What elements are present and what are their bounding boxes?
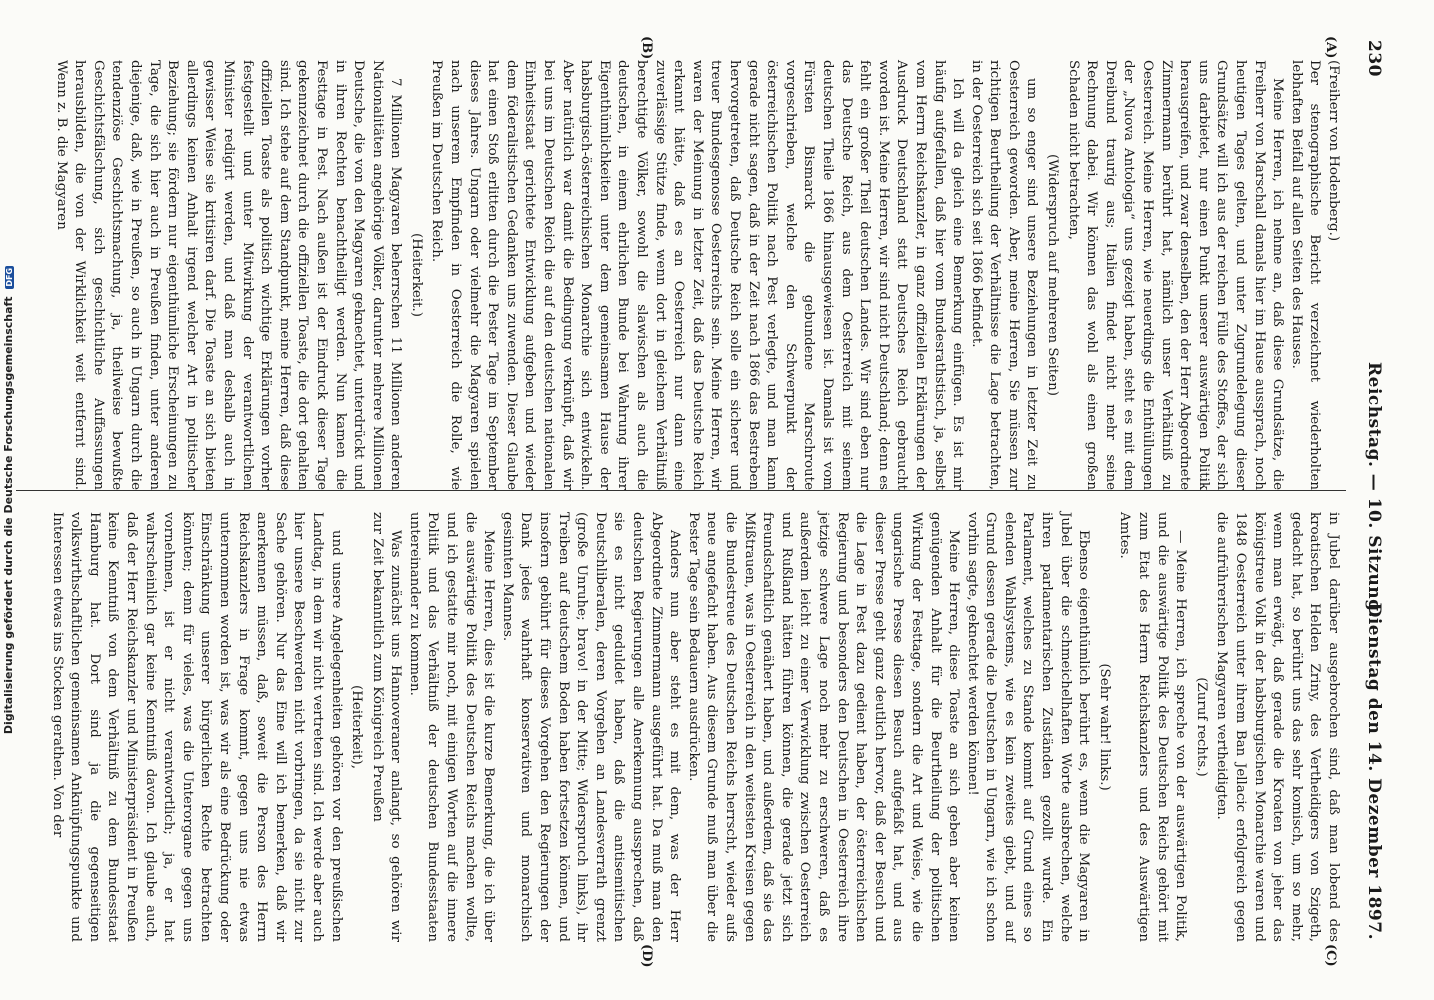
- left-text-column: [52, 60, 1342, 490]
- page-date: Dienstag den 14. Dezember 1897.: [1364, 602, 1384, 940]
- paragraph: (Sehr wahr! links.): [1096, 663, 1112, 791]
- paragraph: und unsere Angelegenheiten gehören vor den preußischen Landtag, in dem wir nicht vertreten sind. Ich werde aber auch hier unsere Beschwerden nicht vorbringen, da sie nicht zur Sache gehören. Nur das Eine will ich bemerken, daß wir anerkennen müssen, daß, soweit die Person des Herrn Reichskanzlers in Frage kommt, gegen uns nie etwas unternommen worden ist, was wir als eine Bedrückung oder Einschränkung unserer bürgerlichen Rechte betrachten könnten; denn für vieles, was die Unterorgane gegen uns vornehmen, ist er nicht verantwortlich; ja, er hat wahrscheinlich gar keine Kenntniß davon. Ich glaube auch, daß der Herr Reichskanzler und Ministerpräsident in Preußen keine Kenntniß von dem Verhältniß zu dem Bundesstaat Hamburg hat. Dort sind ja die gegenseitigen volkswirthschaftlichen gemeinsamen Anknüpfungspunkte und Interessen etwas ins Stocken gerathen. Von der: [49, 512, 344, 942]
- margin-mark-d: (D): [639, 944, 654, 968]
- paragraph: (Freiherr von Hodenberg.): [1326, 60, 1341, 242]
- paragraph: (Zuruf rechts.): [1193, 677, 1209, 777]
- page-number: 230: [1364, 40, 1384, 77]
- paragraph: um so enger sind unsere Beziehungen in letzter Zeit zu Oesterreich geworden. Aber, meine Herren, Sie müssen zur richtigen Beurtheilung der Verhältnisse die Lage betrachten, in der Oesterreich sich seit 1866 befindet.: [968, 60, 1040, 490]
- paragraph: — Meine Herren, ich spreche von der auswärtigen Politik, und die auswärtige Politik des Deutschen Reichs gehört mit zum Etat des Herrn Reichskanzlers und des Auswärtigen Amtes.: [1117, 512, 1189, 942]
- page-header: [1356, 40, 1386, 940]
- paragraph: Meine Herren, dies ist die kurze Bemerkung, die ich über die auswärtige Politik des Deutschen Reichs machen wollte, und ich gestatte mir noch, mit einigen Worten auf die innere Politik und das Verhältniß der deutschen Bundesstaaten untereinander zu kommen.: [406, 512, 497, 942]
- paragraph: Ebenso eigenthümlich berührt es, wenn die Magyaren in Jubel über die schmeichelhaften Worte ausbrechen, welche ihren parlamentarischen Zuständen gezollt wurde. Ein Parlament, welches zu Stande kommt auf Grund eines so elenden Wahlsystems, wie es kein zweites giebt, und auf Grund dessen gerade die Deutschen in Ungarn, wie ich schon vorhin sagte, geknechtet werden können!: [964, 512, 1092, 942]
- footer-band: [0, 0, 16, 1000]
- page-title: Reichstag. — 10. Sitzung.: [1364, 362, 1384, 618]
- footer-credit: [2, 50, 18, 950]
- paragraph: Was zunächst uns Hannoveraner anlangt, so gehören wir zur Zeit bekanntlich zum Königreich Preußen: [369, 512, 404, 942]
- paragraph: 7 Millionen Magyaren beherrschen 11 Millionen anderen Nationalitäten angehörige Völker, darunter mehrere Millionen Deutsche, die von den Magyaren geknechtet, unterdrückt und in ihren Rechten benachtheiligt werden. Nun kamen die Festtage in Pest. Nach außen ist der Eindruck dieser Tage gekennzeichnet durch die offiziellen Toaste, die dort gehalten sind. Ich stehe auf dem Standpunkt, meine Herren, daß diese offiziellen Toaste als politisch wichtige Erklärungen vorher festgestellt und unter Mitwirkung der verantwortlichen Minister redigirt werden, und daß man deshalb auch in gewisser Weise sie kritisiren darf. Die Toaste an sich bieten allerdings keinen Anhalt irgend welcher Art in politischer Beziehung; sie fördern nur eigenthümliche Erscheinungen zu Tage, die sich hier auch in Preußen finden, unter anderen diejenige, daß, wie in Preußen, so auch in Ungarn durch die tendenziöse Geschichtsmachung, ja, theilweise bewußte Geschichtsfälschung, sich geschichtliche Auffassungen herausbilden, die von der Wirklichkeit weit entfernt sind. Wenn z. B. die Magyaren: [53, 60, 404, 490]
- footer-credit-text: Digitalisierung gefördert durch die Deutsche Forschungsgemeinschaft: [2, 296, 15, 735]
- paragraph: Meine Herren, ich nehme an, daß diese Grundsätze, die Freiherr von Marschall damals hier im Hause aussprach, noch heutigen Tages gelten, und unter Zugrundelegung dieser Grundsätze will ich aus der reichen Fülle des Stoffes, der sich uns darbietet, nur einen Punkt unserer auswärtigen Politik herausgreifen, und zwar denselben, den der Herr Abgeordnete Zimmermann berührt hat, nämlich unser Verhältniß zu Oesterreich. Meine Herren, wie neuerdings die Enthüllungen der „Nuova Antologia“ uns gezeigt haben, steht es mit dem Dreibund traurig aus; Italien findet nicht mehr seine Rechnung dabei. Wir können das wohl als einen großen Schaden nicht betrachten,: [1065, 60, 1286, 490]
- paragraph: Anders nun aber steht es mit dem, was der Herr Abgeordnete Zimmermann ausgeführt hat. Da muß man den deutschen Regierungen alle Anerkennung aussprechen, daß sie es nicht geduldet haben, daß die antisemitischen Deutschliberalen, deren Vorgehen an Landesverrath grenzt (große Unruhe; bravo! in der Mitte; Widerspruch links), ihr Treiben auf deutschem Boden haben fortsetzen können, und insofern gebührt für dieses Vorgehen den Regierungen der Dank jedes wahrhaft konservativen und monarchisch gesinnten Mannes.: [499, 512, 683, 942]
- paragraph: (Widerspruch auf mehreren Seiten): [1045, 154, 1061, 396]
- paragraph: (Heiterkeit),: [349, 685, 365, 769]
- dfg-logo: DFG: [5, 267, 14, 287]
- right-text-column: [49, 512, 1342, 942]
- column-divider: [16, 490, 1346, 491]
- paragraph: Meine Herren, diese Toaste an sich geben aber keinen genügenden Anhalt für die Beurtheilung der politischen Wirkung der Festtage, sondern die Art und Weise, wie die ungarische Presse diesen Besuch aufgefaßt hat, und aus dieser Presse geht ganz deutlich hervor, daß der Besuch und die Lage in Pest dazu gedient haben, der österreichischen Regierung und besonders den Deutschen in Oesterreich ihre jetzige schwere Lage noch mehr zu erschweren, daß es außerdem leicht zu einer Verwicklung zwischen Oesterreich und Rußland hätten führen können, die gerade jetzt sich freundschaftlich genähert haben, und außerdem, daß sie das Mißtrauen, was in Oesterreich in den weitesten Kreisen gegen die Bundestreue des Deutschen Reichs herrscht, wieder aufs neue angefacht haben. Aus diesem Grunde muß man über die Pester Tage sein Bedauern ausdrücken.: [685, 512, 962, 942]
- paragraph: Der stenographische Bericht verzeichnet wiederholten lebhaften Beifall auf allen Seiten des Hauses.: [1288, 60, 1323, 490]
- paragraph: (Heiterkeit.): [408, 233, 424, 317]
- margin-mark-c: (C): [1323, 944, 1338, 967]
- paragraph: in Jubel darüber ausgebrochen sind, daß man lobend des kroatischen Helden Zriny, des Vertheidigers von Szigeth, gedacht hat, so berührt uns das sehr komisch, um so mehr, wenn man erwägt, daß gerade die Kroaten von jeher das königstreue Volk in der habsburgischen Monarchie waren und 1848 Oesterreich unter ihrem Ban Jellacic erfolgreich gegen die aufrührerischen Magyaren vertheidigten.: [1214, 512, 1341, 942]
- margin-mark-a: (A): [1323, 36, 1338, 59]
- paragraph: Ich will da gleich eine Bemerkung einfügen. Es ist mir häufig aufgefallen, daß hier vom Bundesrathstisch, ja, selbst vom Herrn Reichskanzler, in ganz offiziellen Erklärungen der Ausdruck Deutschland statt Deutsches Reich gebraucht worden ist. Meine Herren, wir sind nicht Deutschland; denn es fehlt ein großer Theil deutschen Landes. Wir sind eben nur das Deutsche Reich, aus dem Oesterreich mit seinem deutschen Theile 1866 hinausgewiesen ist. Damals ist vom Fürsten Bismarck die gebundene Marschroute vorgeschrieben, welche den Schwerpunkt der österreichischen Politik nach Pest verlegte, und man kann gerade nicht sagen, daß in der Zeit nach 1866 das Bestreben hervorgetreten, daß Deutsche Reich solle ein sicherer und treuer Bundesgenosse Oesterreichs sein. Meine Herren, wir waren der Meinung in letzter Zeit, daß das Deutsche Reich erkannt hätte, daß es an Oesterreich nur dann eine zuverlässige Stütze finde, wenn dort in gleichem Verhältniß berechtigte Völker, sowohl die slawischen als auch die deutschen, in einem ehrlichen Bunde bei Wahrung ihrer Eigenthümlichkeiten unter dem gemeinsamen Hause der habsburgisch-österreichischen Monarchie sich entwickeln. Aber natürlich war damit die Bedingung verknüpft, daß wir bei uns im Deutschen Reich die auf den deutschen nationalen Einheitsstaat gerichtete Entwicklung aufgeben und wieder dem föderalistischen Gedanken uns zuwenden. Dieser Glaube hat einen Stoß erlitten durch die Pester Tage im September dieses Jahres. Ungarn oder vielmehr die Magyaren spielen nach unserem Empfinden in Oesterreich die Rolle, wie Preußen im Deutschen Reich.: [429, 60, 966, 490]
- margin-mark-b: (B): [639, 36, 654, 60]
